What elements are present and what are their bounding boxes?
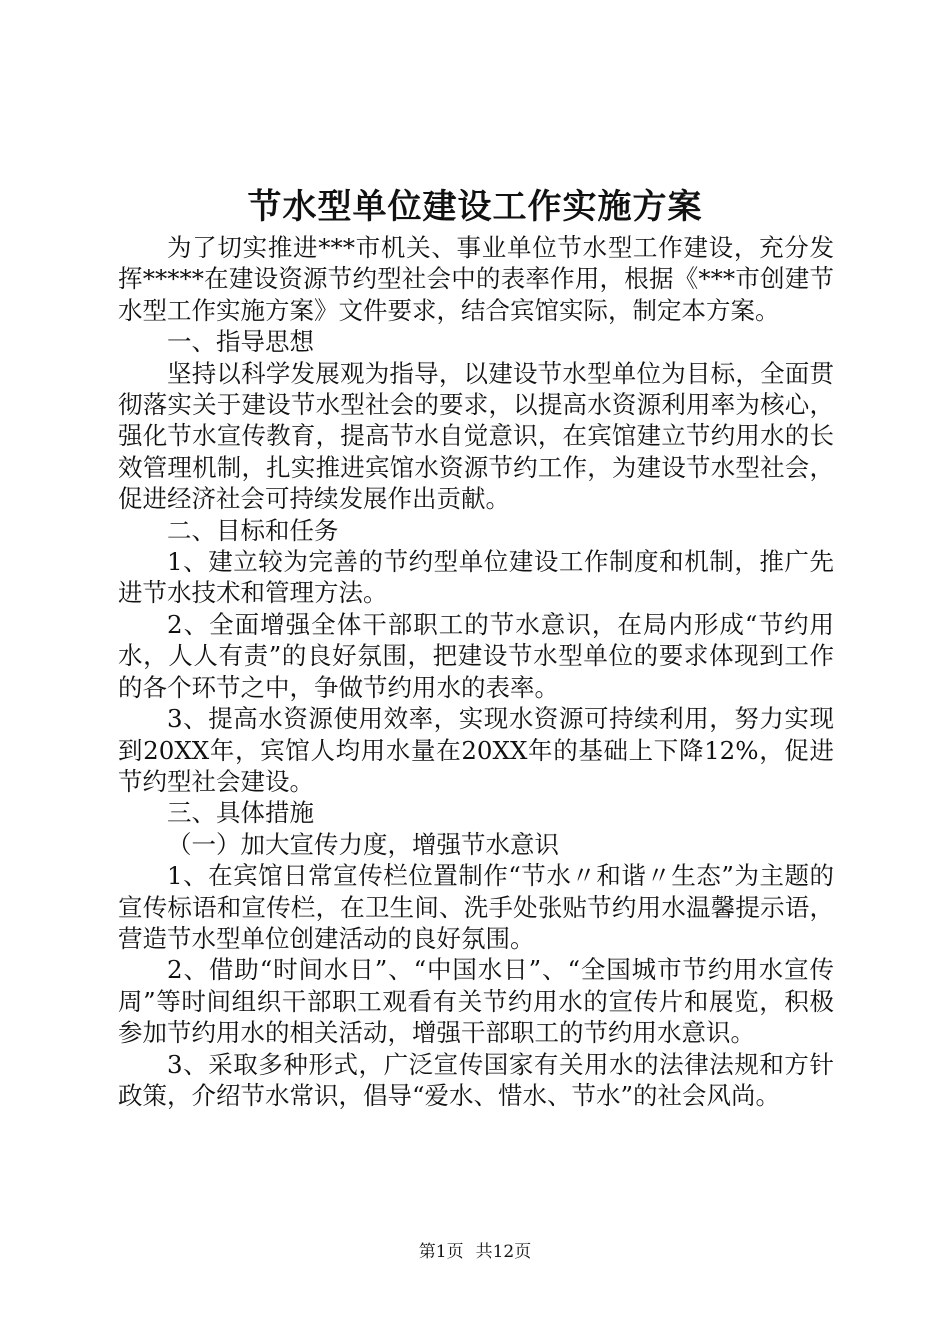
paragraph-goal-1: 1、建立较为完善的节约型单位建设工作制度和机制，推广先进节水技术和管理方法。: [118, 547, 834, 608]
paragraph-measure-3: 3、采取多种形式，广泛宣传国家有关用水的法律法规和方针政策，介绍节水常识，倡导“爱水、惜水、节水”的社会风尚。: [118, 1049, 834, 1110]
paragraph-measure-1: 1、在宾馆日常宣传栏位置制作“节水〃和谐〃生态”为主题的宣传标语和宣传栏，在卫生间、洗手处张贴节约用水温馨提示语，营造节水型单位创建活动的良好氛围。: [118, 861, 834, 953]
heading-guiding-thought: 一、指导思想: [167, 327, 314, 357]
paragraph-goal-3: 3、提高水资源使用效率，实现水资源可持续利用，努力实现到20XX年，宾馆人均用水量在20XX年的基础上下降12%，促进节约型社会建设。: [118, 704, 834, 796]
document-title: 节水型单位建设工作实施方案: [247, 187, 703, 227]
paragraph-goal-2: 2、全面增强全体干部职工的节水意识，在局内形成“节约用水，人人有责”的良好氛围，把建设节水型单位的要求体现到工作的各个环节之中，争做节约用水的表率。: [118, 609, 834, 702]
page-footer: [0, 1240, 950, 1264]
heading-measures: 三、具体措施: [167, 798, 314, 828]
heading-goals-tasks: 二、目标和任务: [167, 515, 339, 545]
total-pages: 共12页: [475, 1242, 532, 1262]
paragraph-guiding-thought: 坚持以科学发展观为指导，以建设节水型单位为目标，全面贯彻落实关于建设节水型社会的要求，以提高水资源利用率为核心，强化节水宣传教育，提高节水自觉意识，在宾馆建立节约用水的长效管理机制，扎实推进宾馆水资源节约工作，为建设节水型社会，促进经济社会可持续发展作出贡献。: [118, 358, 834, 514]
paragraph-intro: 为了切实推进***市机关、事业单位节水型工作建设，充分发挥*****在建设资源节约型社会中的表率作用，根据《***市创建节水型工作实施方案》文件要求，结合宾馆实际，制定本方案。: [118, 233, 834, 325]
document-body: [118, 232, 834, 1111]
paragraph-measure-2: 2、借助“时间水日”、“中国水日”、“全国城市节约用水宣传周”等时间组织干部职工观看有关节约用水的宣传片和展览，积极参加节约用水的相关活动，增强干部职工的节约用水意识。: [118, 955, 834, 1048]
page-number: 第1页: [418, 1242, 464, 1262]
subheading-publicity: （一）加大宣传力度，增强节水意识: [167, 829, 559, 859]
